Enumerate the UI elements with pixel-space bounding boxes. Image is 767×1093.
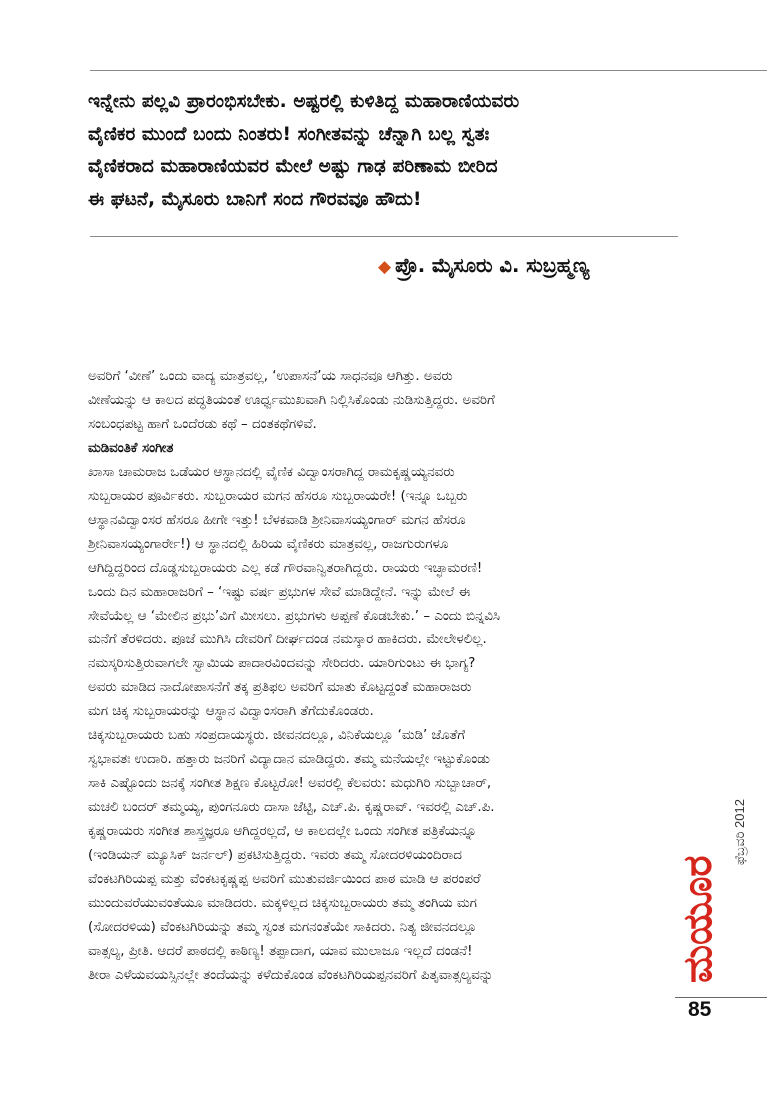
body-line: ಕೃಷ್ಣರಾಯರು ಸಂಗೀತ ಶಾಸ್ತ್ರಜ್ಞರೂ ಆಗಿದ್ದರಲ್ಲದೆ, ಆ ಕಾಲದಲ್ಲೇ ಒಂದು ಸಂಗೀತ ಪತ್ರಿಕೆಯನ್ನೂ <box>88 824 477 840</box>
body-line: ಮನೆಗೆ ತೆರಳಿದರು. ಪೂಜೆ ಮುಗಿಸಿ ದೇವರಿಗೆ ದೀರ್ಘದಂಡ ನಮಸ್ಕಾರ ಹಾಕಿದರು. ಮೇಲೇಳಲಿಲ್ಲ. <box>88 632 487 648</box>
article-body <box>88 365 683 988</box>
body-line: ಆಗಿದ್ದಿದ್ದರಿಂದ ದೊಡ್ಡಸುಬ್ಬರಾಯರು ಎಲ್ಲ ಕಡೆ ಗೌರವಾನ್ವಿತರಾಗಿದ್ದರು. ರಾಯರು ಇಚ್ಛಾಮರಣಿ! <box>88 560 483 576</box>
body-line: ಶ್ರೀನಿವಾಸಯ್ಯಂಗಾರ್ರೇ!) ಆ ಸ್ಥಾನದಲ್ಲಿ ಹಿರಿಯ ವೈಣಿಕರು ಮಾತ್ರವಲ್ಲ, ರಾಜಗುರುಗಳೂ <box>88 536 449 552</box>
body-line: ಅವರಿಗೆ ‘ವೀಣೆ’ ಒಂದು ವಾದ್ಯ ಮಾತ್ರವಲ್ಲ, ‘ಉಪಾಸನೆ’ಯ ಸಾಧನವೂ ಆಗಿತ್ತು. ಅವರು <box>88 369 453 384</box>
section-subheading: ಮಡಿವಂತಿಕೆ ಸಂಗೀತ <box>88 440 174 456</box>
pull-quote-line: ಇನ್ನೇನು ಪಲ್ಲವಿ ಪ್ರಾರಂಭಿಸಬೇಕು. ಅಷ್ಟರಲ್ಲಿ ಕುಳಿತಿದ್ದ ಮಹಾರಾಣಿಯವರು <box>88 91 520 112</box>
pull-quote <box>88 86 688 216</box>
body-line: ಆಸ್ಥಾನವಿದ್ವಾಂಸರ ಹೆಸರೂ ಹೀಗೇ ಇತ್ತು! ಬೆಳಕವಾಡಿ ಶ್ರೀನಿವಾಸಯ್ಯಂಗಾರ್ ಮಗನ ಹೆಸರೂ <box>88 512 466 528</box>
body-line: ವೀಣೆಯನ್ನು ಆ ಕಾಲದ ಪದ್ಧತಿಯಂತೆ ಊರ್ಧ್ವಮುಖವಾಗಿ ನಿಲ್ಲಿಸಿಕೊಂಡು ನುಡಿಸುತ್ತಿದ್ದರು. ಅವರಿಗೆ <box>88 392 495 408</box>
top-divider <box>90 70 767 71</box>
body-line: ಒಂದು ದಿನ ಮಹಾರಾಜರಿಗೆ – ‘ಇಷ್ಟು ವರ್ಷ ಪ್ರಭುಗಳ ಸೇವೆ ಮಾಡಿದ್ದೇನೆ. ಇನ್ನು ಮೇಲೆ ಈ <box>88 584 471 600</box>
magazine-logo: ಮಯೂರ <box>675 855 721 983</box>
body-line: ಖಾಸಾ ಚಾಮರಾಜ ಒಡೆಯರ ಆಸ್ಥಾನದಲ್ಲಿ ವೈಣಿಕ ವಿದ್ವಾಂಸರಾಗಿದ್ದ ರಾಮಕೃಷ್ಣಯ್ಯನವರು <box>88 464 455 480</box>
body-line: ವಾತ್ಸಲ್ಯ, ಪ್ರೀತಿ. ಆದರೆ ಪಾಠದಲ್ಲಿ ಕಾಠಿಣ್ಯ! ತಪ್ಪಾದಾಗ, ಯಾವ ಮುಲಾಜೂ ಇಲ್ಲದೆ ದಂಡನೆ! <box>88 943 473 959</box>
pull-quote-line: ವೈಣಿಕರ ಮುಂದೆ ಬಂದು ನಿಂತರು! ಸಂಗೀತವನ್ನು ಚೆನ್ನಾಗಿ ಬಲ್ಲ ಸ್ವತಃ <box>88 123 490 145</box>
body-line: ವೆಂಕಟಗಿರಿಯಪ್ಪ ಮತ್ತು ವೆಂಕಟಕೃಷ್ಣಪ್ಪ ಅವರಿಗೆ ಮುತುವರ್ಜಿಯಿಂದ ಪಾಠ ಮಾಡಿ ಆ ಪರಂಪರೆ <box>88 872 481 888</box>
body-line: ಚಿಕ್ಕಸುಬ್ಬರಾಯರು ಬಹು ಸಂಪ್ರದಾಯಸ್ಥರು. ಜೀವನದಲ್ಲೂ, ವಿನಿಕೆಯಲ್ಲೂ ‘ಮಡಿ’ ಜೊತೆಗೆ <box>88 728 466 744</box>
body-line: (ಸೋದರಳಿಯ) ವೆಂಕಟಗಿರಿಯನ್ನು ತಮ್ಮ ಸ್ವಂತ ಮಗನಂತೆಯೇ ಸಾಕಿದರು. ನಿತ್ಯ ಜೀವನದಲ್ಲೂ <box>88 919 477 935</box>
body-line: ಮಗ ಚಿಕ್ಕ ಸುಬ್ಬರಾಯರನ್ನು ಆಸ್ಥಾನ ವಿದ್ವಾಂಸರಾಗಿ ತೆಗೆದುಕೊಂಡರು. <box>88 704 374 720</box>
body-line: ಸೇವೆಯೆಲ್ಲ ಆ ‘ಮೇಲಿನ ಪ್ರಭು’ವಿಗೆ ಮೀಸಲು. ಪ್ರಭುಗಳು ಅಪ್ಪಣೆ ಕೊಡಬೇಕು.’ – ಎಂದು ಬಿನ್ನವಿಸಿ <box>88 608 500 624</box>
body-line: ಅವರು ಮಾಡಿದ ನಾದೋಪಾಸನೆಗೆ ತಕ್ಕ ಪ್ರತಿಫಲ ಅವರಿಗೆ ಮಾತು ಕೊಟ್ಟದ್ದಂತೆ ಮಹಾರಾಜರು <box>88 680 472 696</box>
byline-divider <box>90 236 678 237</box>
body-line: ತೀರಾ ಎಳೆಯವಯಸ್ಸಿನಲ್ಲೇ ತಂದೆಯನ್ನು ಕಳೆದುಕೊಂಡ ವೆಂಕಟಗಿರಿಯಪ್ಪನವರಿಗೆ ಪಿತೃವಾತ್ಸಲ್ಯವನ್ನು <box>88 967 494 983</box>
byline <box>378 254 589 277</box>
magazine-side-label <box>676 785 754 985</box>
issue-date: ಫೆಬ್ರವರಿ 2012 <box>732 799 747 865</box>
body-line: (ಇಂಡಿಯನ್ ಮ್ಯೂಸಿಕ್ ಜರ್ನಲ್) ಪ್ರಕಟಿಸುತ್ತಿದ್ದರು. ಇವರು ತಮ್ಮ ಸೋದರಳಿಯಂದಿರಾದ <box>88 848 462 864</box>
body-line: ಸ್ವಭಾವತಃ ಉದಾರಿ. ಹತ್ತಾರು ಜನರಿಗೆ ವಿದ್ಯಾದಾನ ಮಾಡಿದ್ದರು. ತಮ್ಮ ಮನೆಯಲ್ಲೇ ಇಟ್ಟುಕೊಂಡು <box>88 752 490 768</box>
body-line: ಮಚಲಿ ಬಂದರ್ ತಮ್ಮಯ್ಯ, ಪುಂಗನೂರು ದಾಸಾ ಜೆಟ್ಟಿ, ಎಚ್.ಪಿ. ಕೃಷ್ಣರಾವ್. ಇವರಲ್ಲಿ ಎಚ್.ಪಿ. <box>88 800 495 816</box>
page-number: 85 <box>688 998 712 1021</box>
body-line: ಸುಬ್ಬರಾಯರ ಪೂರ್ವಿಕರು. ಸುಬ್ಬರಾಯರ ಮಗನ ಹೆಸರೂ ಸುಬ್ಬರಾಯರೇ! (ಇನ್ನೂ ಒಬ್ಬರು <box>88 488 468 504</box>
diamond-bullet-icon: ◆ <box>378 257 392 277</box>
pull-quote-line: ಈ ಘಟನೆ, ಮೈಸೂರು ಬಾನಿಗೆ ಸಂದ ಗೌರವವೂ ಹೌದು! <box>88 188 422 210</box>
author-name: ಪ್ರೊ. ಮೈಸೂರು ವಿ. ಸುಬ್ರಹ್ಮಣ್ಯ <box>395 254 590 277</box>
body-line: ನಮಸ್ಕರಿಸುತ್ತಿರುವಾಗಲೇ ಸ್ವಾಮಿಯ ಪಾದಾರವಿಂದವನ್ನು ಸೇರಿದರು. ಯಾರಿಗುಂಟು ಈ ಭಾಗ್ಯ? <box>88 656 476 672</box>
body-line: ಸಾಕಿ ಎಷ್ಟೊಂದು ಜನಕ್ಕೆ ಸಂಗೀತ ಶಿಕ್ಷಣ ಕೊಟ್ಟರೋ! ಅವರಲ್ಲಿ ಕೆಲವರು: ಮಧುಗಿರಿ ಸುಬ್ಬಾಚಾರ್, <box>88 776 492 792</box>
body-line: ಸಂಬಂಧಪಟ್ಟ ಹಾಗೆ ಒಂದೆರಡು ಕಥೆ – ದಂತಕಥೆಗಳಿವೆ. <box>88 416 317 432</box>
pull-quote-line: ವೈಣಿಕರಾದ ಮಹಾರಾಣಿಯವರ ಮೇಲೆ ಅಷ್ಟು ಗಾಢ ಪರಿಣಾಮ ಬೀರಿದ <box>88 156 498 177</box>
body-line: ಮುಂದುವರೆಯುವಂತೆಯೂ ಮಾಡಿದರು. ಮಕ್ಕಳಿಲ್ಲದ ಚಿಕ್ಕಸುಬ್ಬರಾಯರು ತಮ್ಮ ತಂಗಿಯ ಮಗ <box>88 895 477 911</box>
